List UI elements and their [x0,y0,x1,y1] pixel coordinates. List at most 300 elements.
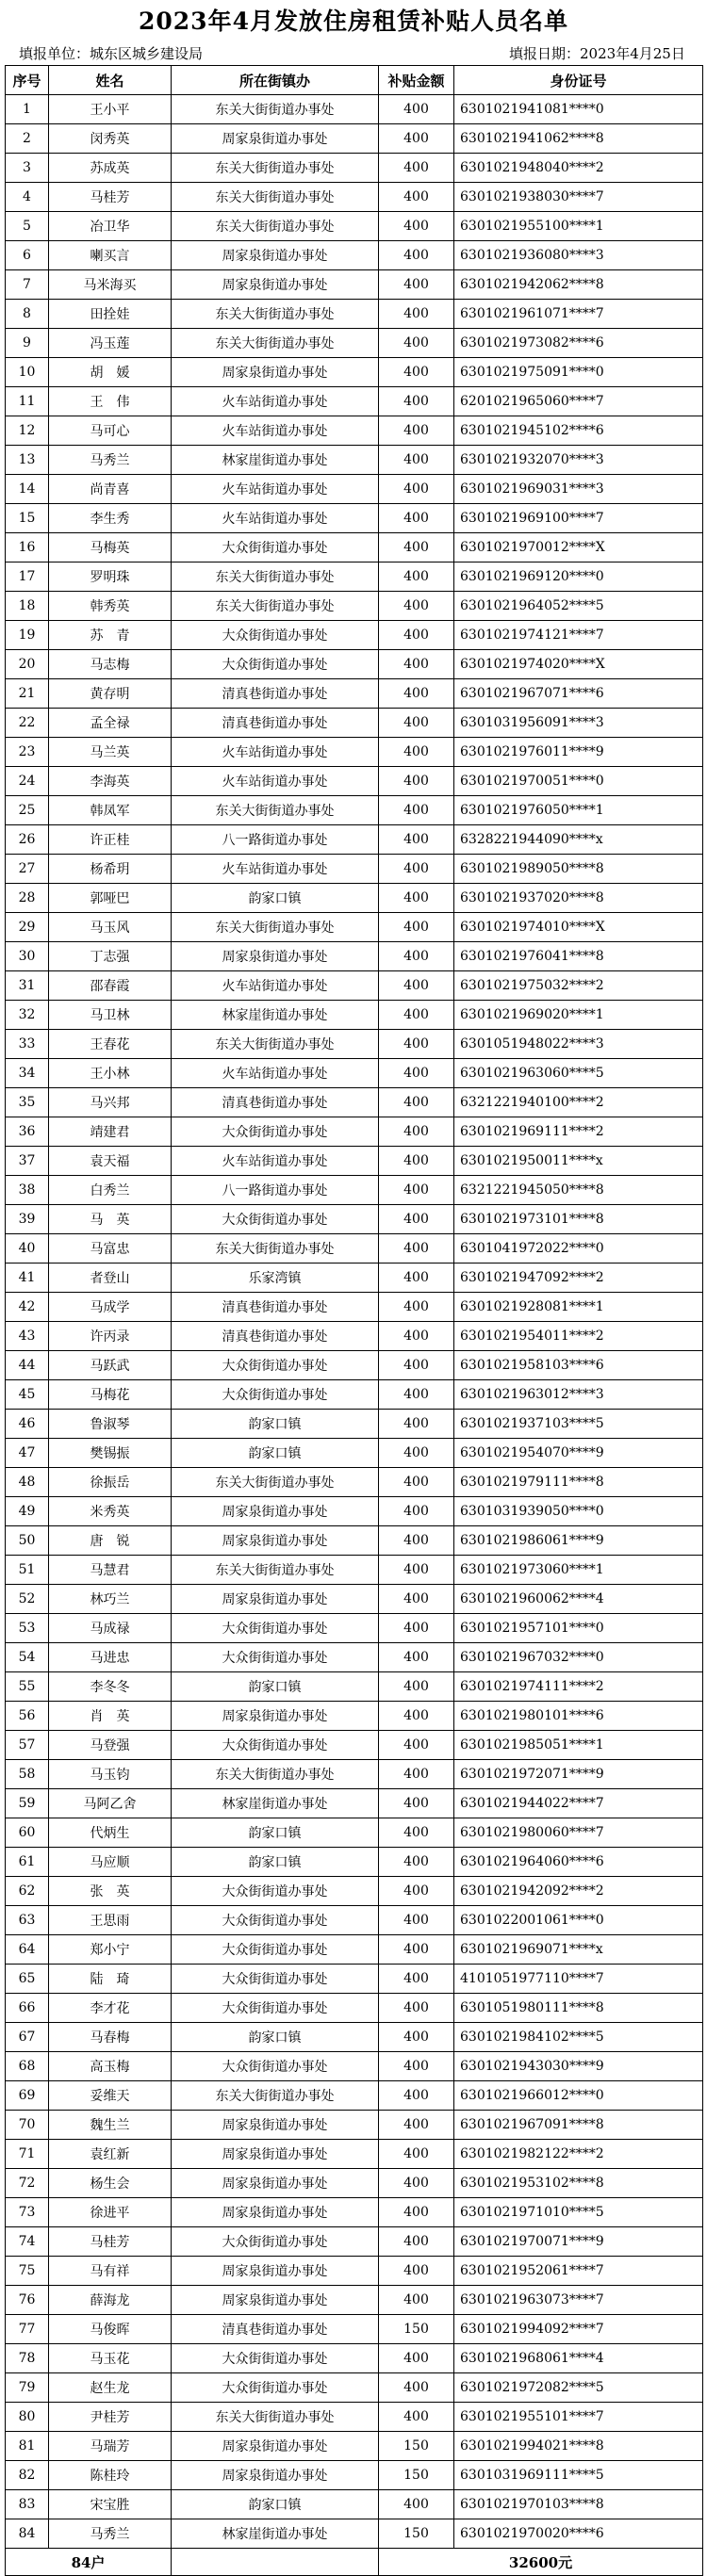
row-amount: 400 [379,767,454,796]
row-id-number: 6301021969071****x [454,1935,703,1965]
row-number: 78 [6,2344,49,2373]
reporting-date [509,43,685,64]
row-amount: 400 [379,1702,454,1731]
row-amount: 400 [379,1030,454,1059]
table-row [6,2315,703,2344]
row-office: 周家泉街道办事处 [172,2257,379,2286]
row-name: 闵秀英 [49,124,172,154]
row-id-number: 6301021994021****8 [454,2432,703,2461]
row-amount: 400 [379,2023,454,2052]
row-id-number: 6301021943030****9 [454,2052,703,2081]
row-number: 80 [6,2403,49,2432]
row-id-number: 6301021976011****9 [454,738,703,767]
row-amount: 400 [379,796,454,825]
row-office: 韵家口镇 [172,884,379,913]
row-name: 郑小宁 [49,1935,172,1965]
row-amount: 400 [379,1147,454,1176]
table-row [6,884,703,913]
row-office: 周家泉街道办事处 [172,358,379,387]
row-office: 大众街街道办事处 [172,1965,379,1994]
row-id-number: 6301021984102****5 [454,2023,703,2052]
row-name: 王小平 [49,95,172,124]
row-id-number: 6301031939050****0 [454,1497,703,1526]
row-office: 东关大街街道办事处 [172,1030,379,1059]
row-amount: 400 [379,2081,454,2111]
row-id-number: 6301021971010****5 [454,2198,703,2227]
row-office: 东关大街街道办事处 [172,329,379,358]
row-number: 44 [6,1351,49,1380]
row-name: 韩秀英 [49,592,172,621]
row-number: 81 [6,2432,49,2461]
row-name: 张 英 [49,1877,172,1906]
row-office: 东关大街街道办事处 [172,183,379,212]
row-amount: 400 [379,913,454,942]
row-number: 62 [6,1877,49,1906]
row-amount: 400 [379,2403,454,2432]
row-name: 韩凤军 [49,796,172,825]
row-number: 56 [6,1702,49,1731]
row-id-number: 6301021964060****6 [454,1848,703,1877]
row-amount: 400 [379,1556,454,1585]
row-number: 8 [6,300,49,329]
row-office: 东关大街街道办事处 [172,154,379,183]
row-id-number: 6301021967032****0 [454,1643,703,1672]
row-amount: 400 [379,1439,454,1468]
total-row [6,2549,703,2576]
row-amount: 400 [379,2198,454,2227]
row-amount: 400 [379,1088,454,1117]
row-number: 6 [6,241,49,270]
row-name: 马可心 [49,416,172,446]
row-name: 杨希玥 [49,855,172,884]
row-office: 火车站街道办事处 [172,1059,379,1088]
row-number: 54 [6,1643,49,1672]
row-office: 清真巷街道办事处 [172,709,379,738]
row-office: 八一路街道办事处 [172,1176,379,1205]
row-number: 11 [6,387,49,416]
column-header-office: 所在街镇办 [172,66,379,95]
row-number: 34 [6,1059,49,1088]
row-office: 大众街街道办事处 [172,1994,379,2023]
table-row [6,1702,703,1731]
row-id-number: 6301021976041****8 [454,942,703,971]
row-amount: 400 [379,2111,454,2140]
row-name: 靖建君 [49,1117,172,1147]
row-number: 35 [6,1088,49,1117]
row-name: 马进忠 [49,1643,172,1672]
table-row [6,241,703,270]
row-name: 马慧君 [49,1556,172,1585]
row-id-number: 6301021972082****5 [454,2373,703,2403]
row-number: 3 [6,154,49,183]
row-id-number: 6301021932070****3 [454,446,703,475]
row-amount: 400 [379,1526,454,1556]
table-row [6,300,703,329]
row-number: 13 [6,446,49,475]
row-amount: 400 [379,329,454,358]
row-amount: 400 [379,270,454,300]
row-amount: 400 [379,1643,454,1672]
row-number: 77 [6,2315,49,2344]
row-id-number: 6301021974121****7 [454,621,703,650]
row-number: 50 [6,1526,49,1556]
column-header-name: 姓名 [49,66,172,95]
table-row [6,971,703,1001]
row-office: 东关大街街道办事处 [172,592,379,621]
row-name: 许丙录 [49,1322,172,1351]
row-id-number: 6301051980111****8 [454,1994,703,2023]
row-id-number: 6301021969111****2 [454,1117,703,1147]
row-office: 周家泉街道办事处 [172,1702,379,1731]
row-name: 黄存明 [49,679,172,709]
table-row [6,1497,703,1526]
table-row [6,738,703,767]
row-id-number: 6301021948040****2 [454,154,703,183]
row-number: 49 [6,1497,49,1526]
row-office: 大众街街道办事处 [172,650,379,679]
row-name: 马桂芳 [49,2227,172,2257]
row-amount: 400 [379,2169,454,2198]
row-office: 东关大街街道办事处 [172,562,379,592]
total-amount: 32600元 [379,2549,703,2576]
row-id-number: 6301021970051****0 [454,767,703,796]
row-amount: 400 [379,1818,454,1848]
row-office: 林家崖街道办事处 [172,1789,379,1818]
row-number: 51 [6,1556,49,1585]
row-office: 东关大街街道办事处 [172,1234,379,1264]
row-name: 马志梅 [49,650,172,679]
table-row [6,154,703,183]
row-id-number: 6301021966012****0 [454,2081,703,2111]
row-amount: 150 [379,2432,454,2461]
row-name: 肖 英 [49,1702,172,1731]
row-id-number: 6301021952061****7 [454,2257,703,2286]
row-number: 33 [6,1030,49,1059]
row-number: 60 [6,1818,49,1848]
row-office: 火车站街道办事处 [172,767,379,796]
row-amount: 400 [379,1994,454,2023]
row-id-number: 6301021976050****1 [454,796,703,825]
row-amount: 400 [379,1760,454,1789]
row-amount: 400 [379,709,454,738]
row-office: 周家泉街道办事处 [172,241,379,270]
row-id-number: 6301021975032****2 [454,971,703,1001]
row-number: 39 [6,1205,49,1234]
row-name: 尚青喜 [49,475,172,504]
row-id-number: 6301021942092****2 [454,1877,703,1906]
row-number: 14 [6,475,49,504]
header-row [6,66,703,95]
row-name: 薛海龙 [49,2286,172,2315]
table-row [6,679,703,709]
row-id-number: 6301021957101****0 [454,1614,703,1643]
table-row [6,2432,703,2461]
row-amount: 400 [379,1672,454,1702]
row-name: 马兰英 [49,738,172,767]
row-name: 田拴娃 [49,300,172,329]
table-row [6,212,703,241]
row-number: 9 [6,329,49,358]
row-id-number: 6301031969111****5 [454,2461,703,2490]
row-office: 东关大街街道办事处 [172,95,379,124]
row-amount: 150 [379,2461,454,2490]
row-name: 马卫林 [49,1001,172,1030]
row-id-number: 6301021975091****0 [454,358,703,387]
row-name: 马兴邦 [49,1088,172,1117]
row-number: 31 [6,971,49,1001]
row-id-number: 6301021969020****1 [454,1001,703,1030]
table-row [6,1614,703,1643]
row-number: 66 [6,1994,49,2023]
row-id-number: 6301021950011****x [454,1147,703,1176]
table-row [6,1643,703,1672]
row-name: 妥维天 [49,2081,172,2111]
row-name: 马春梅 [49,2023,172,2052]
row-amount: 400 [379,533,454,562]
table-row [6,1176,703,1205]
row-amount: 400 [379,1264,454,1293]
row-name: 马成禄 [49,1614,172,1643]
table-row [6,1585,703,1614]
row-office: 东关大街街道办事处 [172,1760,379,1789]
row-amount: 400 [379,1877,454,1906]
row-id-number: 6301021937103****5 [454,1410,703,1439]
row-office: 韵家口镇 [172,1410,379,1439]
row-id-number: 6301021958103****6 [454,1351,703,1380]
row-id-number: 6301021944022****7 [454,1789,703,1818]
row-amount: 400 [379,95,454,124]
row-id-number: 6301021942062****8 [454,270,703,300]
table-row [6,2490,703,2519]
table-row [6,416,703,446]
subsidy-roster-table [5,65,703,2576]
row-amount: 400 [379,1906,454,1935]
row-name: 魏生兰 [49,2111,172,2140]
row-amount: 400 [379,2227,454,2257]
row-number: 52 [6,1585,49,1614]
row-id-number: 6201021965060****7 [454,387,703,416]
row-id-number: 6301021979111****8 [454,1468,703,1497]
row-number: 73 [6,2198,49,2227]
row-number: 15 [6,504,49,533]
column-header-id-number: 身份证号 [454,66,703,95]
row-name: 马玉风 [49,913,172,942]
row-amount: 400 [379,1293,454,1322]
row-amount: 400 [379,2052,454,2081]
row-id-number: 6301021970012****X [454,533,703,562]
row-name: 罗明珠 [49,562,172,592]
row-id-number: 6301021986061****9 [454,1526,703,1556]
row-id-number: 6301021982122****2 [454,2140,703,2169]
table-row [6,1877,703,1906]
row-amount: 400 [379,679,454,709]
row-amount: 400 [379,1614,454,1643]
row-office: 韵家口镇 [172,2490,379,2519]
table-row [6,1322,703,1351]
row-office: 八一路街道办事处 [172,825,379,855]
row-number: 1 [6,95,49,124]
row-number: 67 [6,2023,49,2052]
row-id-number: 6301021989050****8 [454,855,703,884]
table-row [6,855,703,884]
row-id-number: 6301021954011****2 [454,1322,703,1351]
table-row [6,1293,703,1322]
table-row [6,1001,703,1030]
table-row [6,825,703,855]
row-amount: 400 [379,1234,454,1264]
row-id-number: 6301021980101****6 [454,1702,703,1731]
row-office: 东关大街街道办事处 [172,913,379,942]
row-amount: 400 [379,504,454,533]
table-row [6,1030,703,1059]
row-amount: 400 [379,971,454,1001]
table-row [6,2373,703,2403]
row-number: 22 [6,709,49,738]
table-row [6,387,703,416]
table-row [6,1556,703,1585]
row-number: 57 [6,1731,49,1760]
row-office: 大众街街道办事处 [172,1643,379,1672]
row-number: 21 [6,679,49,709]
row-number: 30 [6,942,49,971]
row-name: 徐进平 [49,2198,172,2227]
row-amount: 400 [379,300,454,329]
row-number: 10 [6,358,49,387]
document-title: 2023年4月发放住房租赁补贴人员名单 [139,8,568,35]
table-row [6,1818,703,1848]
row-office: 韵家口镇 [172,2023,379,2052]
row-number: 72 [6,2169,49,2198]
row-name: 马玉花 [49,2344,172,2373]
table-row [6,913,703,942]
row-name: 李生秀 [49,504,172,533]
row-name: 袁红新 [49,2140,172,2169]
row-name: 者登山 [49,1264,172,1293]
row-office: 韵家口镇 [172,1439,379,1468]
row-office: 大众街街道办事处 [172,621,379,650]
row-id-number: 6301031956091****3 [454,709,703,738]
row-office: 火车站街道办事处 [172,475,379,504]
row-number: 83 [6,2490,49,2519]
table-row [6,475,703,504]
row-number: 48 [6,1468,49,1497]
row-number: 64 [6,1935,49,1965]
row-name: 马有祥 [49,2257,172,2286]
row-amount: 400 [379,1789,454,1818]
row-name: 杨生会 [49,2169,172,2198]
table-row [6,2140,703,2169]
row-name: 高玉梅 [49,2052,172,2081]
row-office: 清真巷街道办事处 [172,679,379,709]
row-office: 东关大街街道办事处 [172,2403,379,2432]
row-name: 林巧兰 [49,1585,172,1614]
row-office: 大众街街道办事处 [172,2344,379,2373]
row-name: 米秀英 [49,1497,172,1526]
row-name: 李才花 [49,1994,172,2023]
row-amount: 400 [379,1205,454,1234]
row-number: 4 [6,183,49,212]
row-amount: 400 [379,124,454,154]
row-name: 马跃武 [49,1351,172,1380]
row-office: 清真巷街道办事处 [172,1088,379,1117]
row-id-number: 6301021969031****3 [454,475,703,504]
row-amount: 400 [379,650,454,679]
row-id-number: 6301021936080****3 [454,241,703,270]
row-office: 大众街街道办事处 [172,1906,379,1935]
table-row [6,2198,703,2227]
row-office: 周家泉街道办事处 [172,2432,379,2461]
row-id-number: 6301021953102****8 [454,2169,703,2198]
row-office: 东关大街街道办事处 [172,212,379,241]
table-row [6,2257,703,2286]
row-name: 陈桂玲 [49,2461,172,2490]
table-row [6,592,703,621]
row-id-number: 6301021974020****X [454,650,703,679]
row-amount: 400 [379,387,454,416]
row-number: 41 [6,1264,49,1293]
row-name: 马富忠 [49,1234,172,1264]
table-row [6,2403,703,2432]
row-id-number: 6301021970103****8 [454,2490,703,2519]
row-amount: 400 [379,358,454,387]
row-office: 大众街街道办事处 [172,1205,379,1234]
row-name: 马梅英 [49,533,172,562]
row-amount: 400 [379,1848,454,1877]
row-number: 43 [6,1322,49,1351]
row-amount: 150 [379,2315,454,2344]
row-number: 82 [6,2461,49,2490]
row-number: 74 [6,2227,49,2257]
table-row [6,2519,703,2549]
row-office: 火车站街道办事处 [172,738,379,767]
row-amount: 400 [379,884,454,913]
row-office: 大众街街道办事处 [172,2373,379,2403]
table-row [6,1410,703,1439]
row-amount: 400 [379,825,454,855]
row-name: 马 英 [49,1205,172,1234]
row-name: 郭哑巴 [49,884,172,913]
row-number: 40 [6,1234,49,1264]
table-row [6,767,703,796]
row-id-number: 6301021970071****9 [454,2227,703,2257]
row-office: 大众街街道办事处 [172,1877,379,1906]
table-row [6,2344,703,2373]
row-id-number: 6301021947092****2 [454,1264,703,1293]
row-number: 70 [6,2111,49,2140]
row-amount: 400 [379,2286,454,2315]
row-office: 林家崖街道办事处 [172,2519,379,2549]
row-id-number: 6301021980060****7 [454,1818,703,1848]
row-number: 65 [6,1965,49,1994]
row-id-number: 630102194108​1****0 [454,95,703,124]
row-number: 16 [6,533,49,562]
row-number: 19 [6,621,49,650]
row-name: 宋宝胜 [49,2490,172,2519]
row-id-number: 6301021955101****7 [454,2403,703,2432]
row-amount: 400 [379,1001,454,1030]
row-amount: 400 [379,1468,454,1497]
row-id-number: 6301021955100****1 [454,212,703,241]
table-row [6,504,703,533]
row-office: 周家泉街道办事处 [172,1497,379,1526]
row-name: 马瑞芳 [49,2432,172,2461]
row-name: 冯玉莲 [49,329,172,358]
row-name: 代炳生 [49,1818,172,1848]
row-office: 清真巷街道办事处 [172,1293,379,1322]
row-id-number: 6301021954070****9 [454,1439,703,1468]
row-office: 周家泉街道办事处 [172,942,379,971]
row-id-number: 6301021969100****7 [454,504,703,533]
